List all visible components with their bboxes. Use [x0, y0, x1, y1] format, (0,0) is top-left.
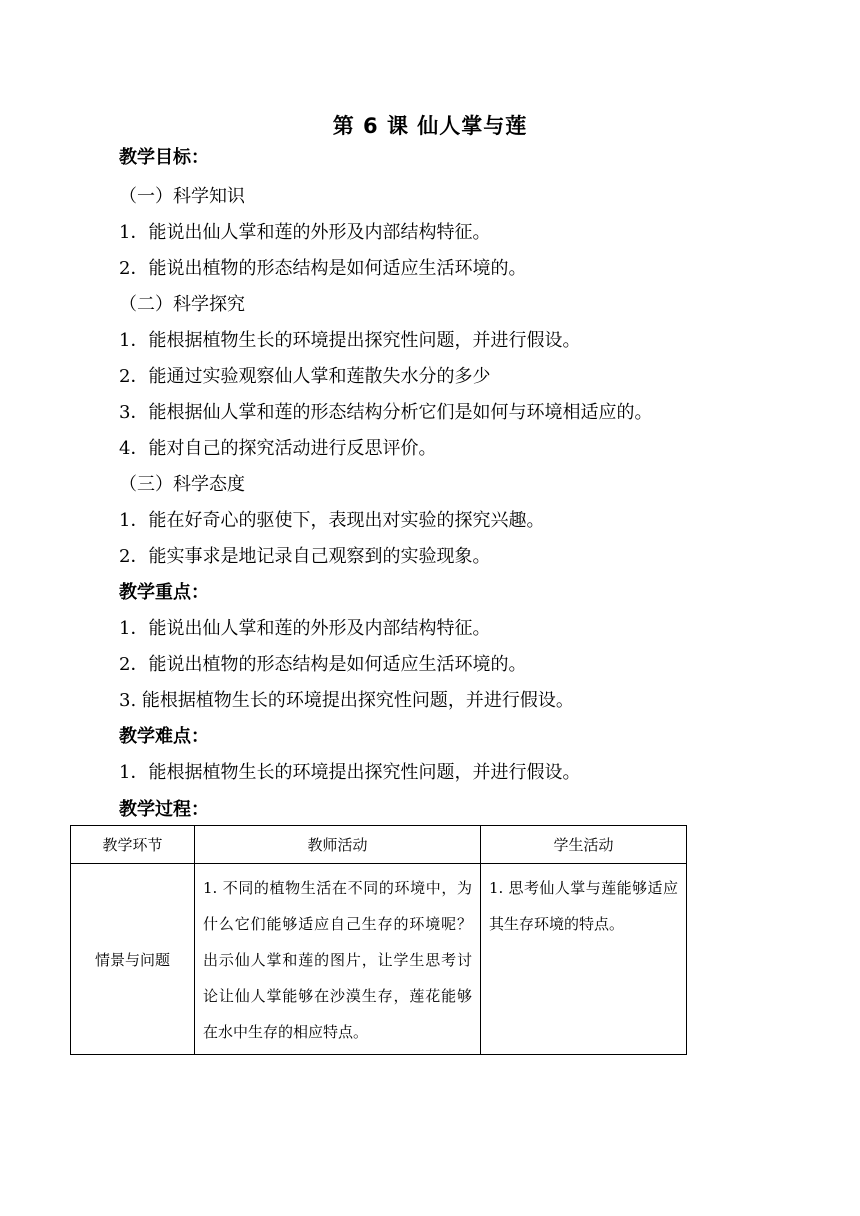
table-header-row [71, 826, 687, 864]
inquiry-item: 1．能根据植物生长的环境提出探究性问题，并进行假设。 [119, 330, 581, 351]
knowledge-item: 1．能说出仙人掌和莲的外形及内部结构特征。 [119, 222, 491, 243]
difficulties-heading: 教学难点： [119, 726, 209, 747]
inquiry-label: （二）科学探究 [119, 294, 245, 315]
inquiry-item: 3．能根据仙人掌和莲的形态结构分析它们是如何与环境相适应的。 [119, 402, 653, 423]
key-points-heading: 教学重点： [119, 582, 209, 603]
knowledge-label: （一）科学知识 [119, 186, 245, 207]
column-header-stage: 教学环节 [71, 826, 195, 864]
student-activity-cell: 1. 思考仙人掌与莲能够适应其生存环境的特点。 [481, 864, 687, 1055]
attitude-item: 1．能在好奇心的驱使下，表现出对实验的探究兴趣。 [119, 510, 545, 531]
teacher-activity-cell: 1. 不同的植物生活在不同的环境中，为什么它们能够适应自己生存的环境呢？出示仙人掌和莲的图片，让学生思考讨论让仙人掌能够在沙漠生存，莲花能够在水中生存的相应特点。 [195, 864, 481, 1055]
inquiry-item: 4．能对自己的探究活动进行反思评价。 [119, 438, 437, 459]
inquiry-item: 2．能通过实验观察仙人掌和莲散失水分的多少 [119, 366, 491, 387]
process-table [70, 825, 687, 1055]
key-point-item: 1．能说出仙人掌和莲的外形及内部结构特征。 [119, 618, 491, 639]
key-point-item: 2．能说出植物的形态结构是如何适应生活环境的。 [119, 654, 527, 675]
key-point-item: 3. 能根据植物生长的环境提出探究性问题，并进行假设。 [119, 690, 574, 711]
process-heading: 教学过程： [119, 799, 209, 820]
column-header-student: 学生活动 [481, 826, 687, 864]
attitude-item: 2．能实事求是地记录自己观察到的实验现象。 [119, 546, 491, 567]
goals-heading: 教学目标： [119, 147, 209, 168]
difficulty-item: 1．能根据植物生长的环境提出探究性问题，并进行假设。 [119, 762, 581, 783]
attitude-label: （三）科学态度 [119, 474, 245, 495]
stage-cell: 情景与问题 [71, 864, 195, 1055]
table-row [71, 864, 687, 1055]
column-header-teacher: 教师活动 [195, 826, 481, 864]
knowledge-item: 2．能说出植物的形态结构是如何适应生活环境的。 [119, 258, 527, 279]
page-title: 第 6 课 仙人掌与莲 [332, 114, 528, 138]
